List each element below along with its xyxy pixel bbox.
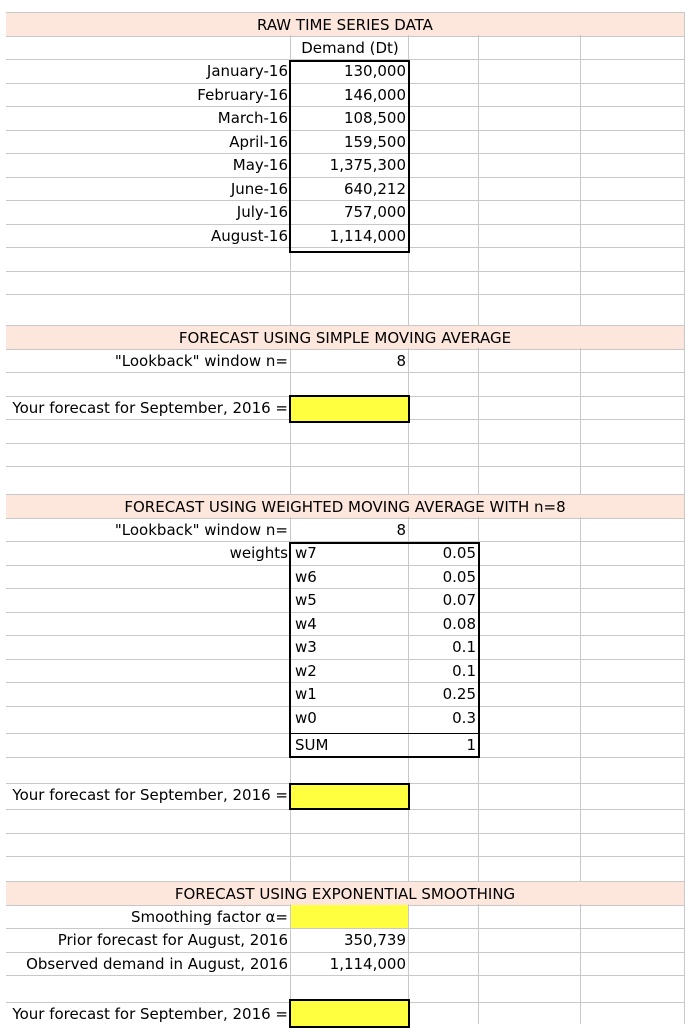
- weight-value-cell[interactable]: 0.08: [442, 614, 476, 633]
- sma-forecast-input[interactable]: [289, 395, 410, 423]
- wma-window-value[interactable]: 8: [396, 520, 406, 539]
- demand-column-header: Demand (Dt): [301, 38, 399, 57]
- sma-forecast-label: Your forecast for September, 2016 =: [12, 398, 288, 417]
- wma-window-label: "Lookback" window n=: [114, 520, 288, 539]
- demand-table-border: [289, 60, 410, 253]
- empty-row: [6, 975, 684, 999]
- empty-row: [6, 443, 684, 467]
- exp-forecast-label: Your forecast for September, 2016 =: [12, 1005, 288, 1023]
- prior-forecast-value[interactable]: 350,739: [343, 931, 406, 949]
- exp-observed-row: [6, 952, 684, 976]
- sma-window-row: [6, 349, 684, 373]
- weight-name-cell[interactable]: w5: [295, 591, 317, 609]
- grid-line: [684, 12, 685, 1024]
- raw-title: RAW TIME SERIES DATA: [257, 16, 433, 34]
- weight-value-cell[interactable]: 0.1: [452, 661, 476, 680]
- sum-divider: [291, 733, 478, 734]
- weight-name-cell[interactable]: w0: [295, 708, 317, 727]
- weight-name-cell[interactable]: w6: [295, 567, 317, 586]
- raw-colheader-row: [6, 36, 684, 60]
- demand-cell[interactable]: 757,000: [343, 203, 406, 221]
- raw-title-row: [6, 12, 684, 36]
- weight-value-cell[interactable]: 0.05: [442, 567, 476, 586]
- wma-title-row: [6, 494, 684, 518]
- empty-row: [6, 757, 684, 781]
- wma-title: FORECAST USING WEIGHTED MOVING AVERAGE WITH n=8: [124, 498, 566, 516]
- empty-row: [6, 466, 684, 490]
- grid-line: [478, 904, 479, 1024]
- grid-line: [580, 517, 581, 881]
- month-cell[interactable]: August-16: [211, 226, 288, 245]
- sum-label: SUM: [295, 736, 329, 754]
- grid-line: [478, 348, 479, 494]
- sma-window-value[interactable]: 8: [396, 351, 406, 370]
- grid-line: [478, 35, 479, 325]
- month-cell[interactable]: May-16: [232, 156, 288, 174]
- sum-value[interactable]: 1: [466, 736, 476, 754]
- exp-title: FORECAST USING EXPONENTIAL SMOOTHING: [174, 885, 516, 903]
- wma-forecast-label: Your forecast for September, 2016 =: [12, 786, 288, 804]
- weight-name-cell[interactable]: w2: [295, 661, 317, 680]
- month-cell[interactable]: February-16: [197, 85, 288, 104]
- grid-line: [580, 348, 581, 494]
- month-cell[interactable]: January-16: [206, 62, 288, 80]
- weight-value-cell[interactable]: 0.3: [452, 708, 476, 727]
- demand-cell[interactable]: 146,000: [343, 85, 406, 104]
- month-cell[interactable]: June-16: [230, 179, 288, 198]
- weight-name-cell[interactable]: w4: [295, 614, 317, 633]
- demand-cell[interactable]: 1,375,300: [329, 156, 406, 174]
- sma-title: FORECAST USING SIMPLE MOVING AVERAGE: [178, 329, 512, 347]
- wma-window-row: [6, 518, 684, 542]
- weight-name-cell[interactable]: w1: [295, 685, 317, 703]
- weight-value-cell[interactable]: 0.07: [442, 591, 476, 609]
- grid-line: [580, 904, 581, 1024]
- empty-row: [6, 294, 684, 318]
- month-cell[interactable]: April-16: [229, 132, 288, 151]
- month-cell[interactable]: March-16: [217, 109, 288, 127]
- alpha-label: Smoothing factor α=: [130, 907, 288, 926]
- sma-window-label: "Lookback" window n=: [114, 351, 288, 370]
- weight-name-cell[interactable]: w3: [295, 638, 317, 656]
- alpha-input[interactable]: [291, 905, 408, 928]
- weight-value-cell[interactable]: 0.05: [442, 544, 476, 562]
- demand-cell[interactable]: 130,000: [343, 62, 406, 80]
- grid-line: [580, 35, 581, 325]
- demand-cell[interactable]: 1,114,000: [329, 226, 406, 245]
- exp-prior-row: [6, 928, 684, 952]
- sma-title-row: [6, 325, 684, 349]
- weight-value-cell[interactable]: 0.1: [452, 638, 476, 656]
- observed-demand-label: Observed demand in August, 2016: [26, 954, 288, 973]
- empty-row: [6, 856, 684, 880]
- month-cell[interactable]: July-16: [236, 203, 288, 221]
- exp-title-row: [6, 881, 684, 905]
- empty-row: [6, 271, 684, 295]
- empty-row: [6, 833, 684, 857]
- empty-row: [6, 809, 684, 833]
- wma-forecast-input[interactable]: [289, 783, 410, 810]
- weight-value-cell[interactable]: 0.25: [442, 685, 476, 703]
- weights-table-border: [289, 542, 480, 758]
- weight-name-cell[interactable]: w7: [295, 544, 317, 562]
- empty-row: [6, 372, 684, 396]
- prior-forecast-label: Prior forecast for August, 2016: [57, 931, 288, 949]
- demand-cell[interactable]: 159,500: [343, 132, 406, 151]
- demand-cell[interactable]: 108,500: [343, 109, 406, 127]
- observed-demand-value[interactable]: 1,114,000: [329, 954, 406, 973]
- weights-label: weights: [229, 544, 288, 562]
- demand-cell[interactable]: 640,212: [343, 179, 406, 198]
